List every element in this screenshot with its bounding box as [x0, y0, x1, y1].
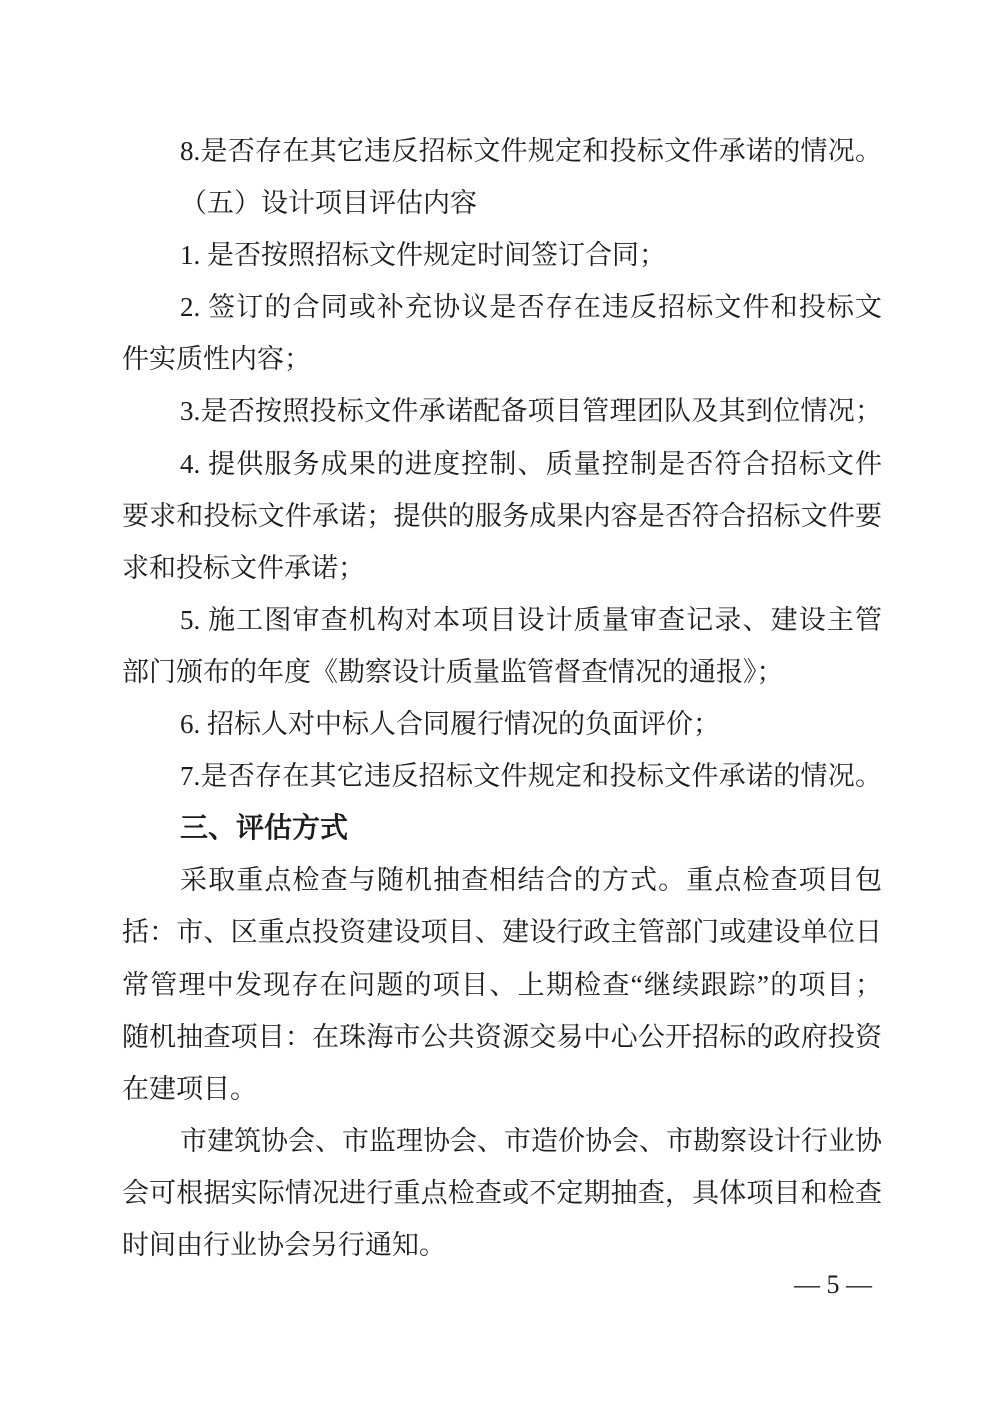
document-line: 括：市、区重点投资建设项目、建设行政主管部门或建设单位日 [122, 917, 882, 948]
document-line: 求和投标文件承诺； [122, 552, 365, 583]
document-line: 4. 提供服务成果的进度控制、质量控制是否符合招标文件 [180, 448, 882, 479]
document-line: 件实质性内容； [122, 344, 311, 375]
document-line: 7.是否存在其它违反招标文件规定和投标文件承诺的情况。 [180, 761, 882, 792]
document-line: 8.是否存在其它违反招标文件规定和投标文件承诺的情况。 [180, 136, 882, 166]
document-line: 5. 施工图审查机构对本项目设计质量审查记录、建设主管 [180, 604, 882, 635]
document-line: 部门颁布的年度《勘察设计质量监管督查情况的通报》； [122, 656, 784, 687]
document-body [122, 125, 882, 1271]
document-line: 要求和投标文件承诺；提供的服务成果内容是否符合招标文件要 [122, 500, 882, 531]
section-heading: 三、评估方式 [180, 812, 349, 844]
document-line: 3.是否按照投标文件承诺配备项目管理团队及其到位情况； [180, 396, 882, 427]
document-line: 市建筑协会、市监理协会、市造价协会、市勘察设计行业协 [180, 1125, 882, 1156]
document-line: 时间由行业协会另行通知。 [122, 1229, 446, 1260]
document-line: 2. 签订的合同或补充协议是否存在违反招标文件和投标文 [180, 292, 882, 323]
document-line: 会可根据实际情况进行重点检查或不定期抽查，具体项目和检查 [122, 1177, 882, 1208]
page-number: — 5 — [794, 1270, 872, 1299]
document-line: 6. 招标人对中标人合同履行情况的负面评价； [180, 709, 720, 740]
subsection-heading: （五）设计项目评估内容 [180, 188, 477, 219]
document-line: 采取重点检查与随机抽查相结合的方式。重点检查项目包 [180, 865, 882, 896]
document-line: 随机抽查项目：在珠海市公共资源交易中心公开招标的政府投资 [122, 1021, 882, 1052]
document-line: 1. 是否按照招标文件规定时间签订合同； [180, 240, 666, 271]
document-line: 常管理中发现存在问题的项目、上期检查“继续跟踪”的项目； [122, 969, 882, 1000]
document-line: 在建项目。 [122, 1073, 257, 1104]
